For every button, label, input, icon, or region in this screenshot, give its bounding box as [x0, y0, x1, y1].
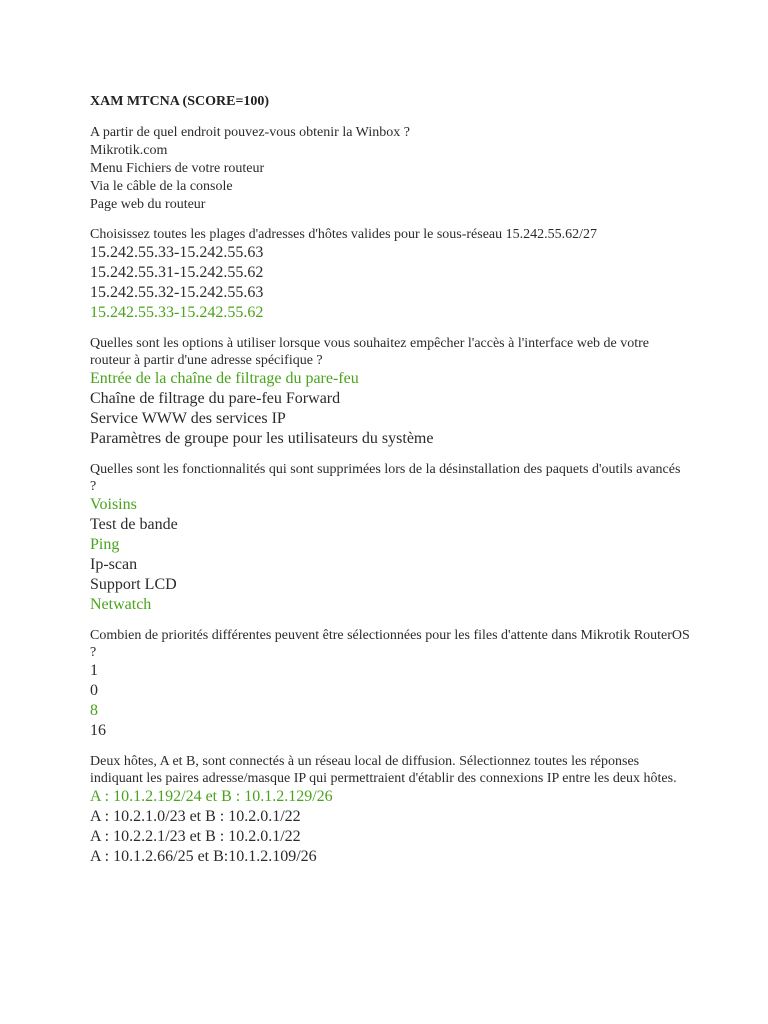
answer-option: Mikrotik.com — [90, 143, 168, 158]
answer-option: 1 — [90, 662, 98, 679]
answer-option-correct: 8 — [90, 702, 98, 719]
answer-option: 16 — [90, 722, 106, 739]
question-block — [90, 335, 690, 449]
answer-option: Service WWW des services IP — [90, 410, 286, 427]
answer-option: Via le câble de la console — [90, 179, 233, 194]
answer-option-correct: Netwatch — [90, 596, 152, 613]
document-title: XAM MTCNA (SCORE=100) — [90, 94, 270, 109]
answer-option-correct: Ping — [90, 536, 120, 553]
answer-option: Paramètres de groupe pour les utilisateurs du système — [90, 430, 434, 447]
question-text: Combien de priorités différentes peuvent être sélectionnées pour les files d'attente dans Mikrotik RouterOS ? — [90, 628, 690, 660]
answer-option: 15.242.55.31-15.242.55.62 — [90, 264, 264, 281]
answer-option-correct: A : 10.1.2.192/24 et B : 10.1.2.129/26 — [90, 788, 333, 805]
answer-option: Page web du routeur — [90, 197, 206, 212]
answer-option: Menu Fichiers de votre routeur — [90, 161, 265, 176]
question-block — [90, 753, 690, 867]
answer-option: 15.242.55.33-15.242.55.63 — [90, 244, 264, 261]
answer-option: Ip-scan — [90, 556, 138, 573]
answer-option: 0 — [90, 682, 98, 699]
question-text: Quelles sont les fonctionnalités qui sont supprimées lors de la désinstallation des paquets d'outils avancés ? — [90, 462, 681, 494]
answer-option: Support LCD — [90, 576, 177, 593]
document-page — [90, 92, 690, 879]
answer-option-correct: 15.242.55.33-15.242.55.62 — [90, 304, 264, 321]
answer-option: A : 10.2.2.1/23 et B : 10.2.0.1/22 — [90, 828, 301, 845]
answer-option-correct: Voisins — [90, 496, 137, 513]
question-block — [90, 124, 690, 214]
question-text: Quelles sont les options à utiliser lorsque vous souhaitez empêcher l'accès à l'interface web de votre routeur à partir d'une adresse spécifique ? — [90, 336, 650, 368]
question-text: Deux hôtes, A et B, sont connectés à un réseau local de diffusion. Sélectionnez toutes les réponses indiquant les paires adresse/masque IP qui permettraient d'établir des connexions IP entre les deux hôtes. — [90, 754, 677, 786]
question-list — [90, 124, 690, 867]
answer-option: 15.242.55.32-15.242.55.63 — [90, 284, 264, 301]
answer-option-correct: Entrée de la chaîne de filtrage du pare-feu — [90, 370, 359, 387]
answer-option: A : 10.1.2.66/25 et B:10.1.2.109/26 — [90, 848, 317, 865]
question-block — [90, 461, 690, 615]
question-text: Choisissez toutes les plages d'adresses d'hôtes valides pour le sous-réseau 15.242.55.62/27 — [90, 227, 598, 242]
question-block — [90, 627, 690, 741]
question-block — [90, 226, 690, 323]
answer-option: A : 10.2.1.0/23 et B : 10.2.0.1/22 — [90, 808, 301, 825]
answer-option: Test de bande — [90, 516, 178, 533]
question-text: A partir de quel endroit pouvez-vous obtenir la Winbox ? — [90, 125, 410, 140]
answer-option: Chaîne de filtrage du pare-feu Forward — [90, 390, 341, 407]
